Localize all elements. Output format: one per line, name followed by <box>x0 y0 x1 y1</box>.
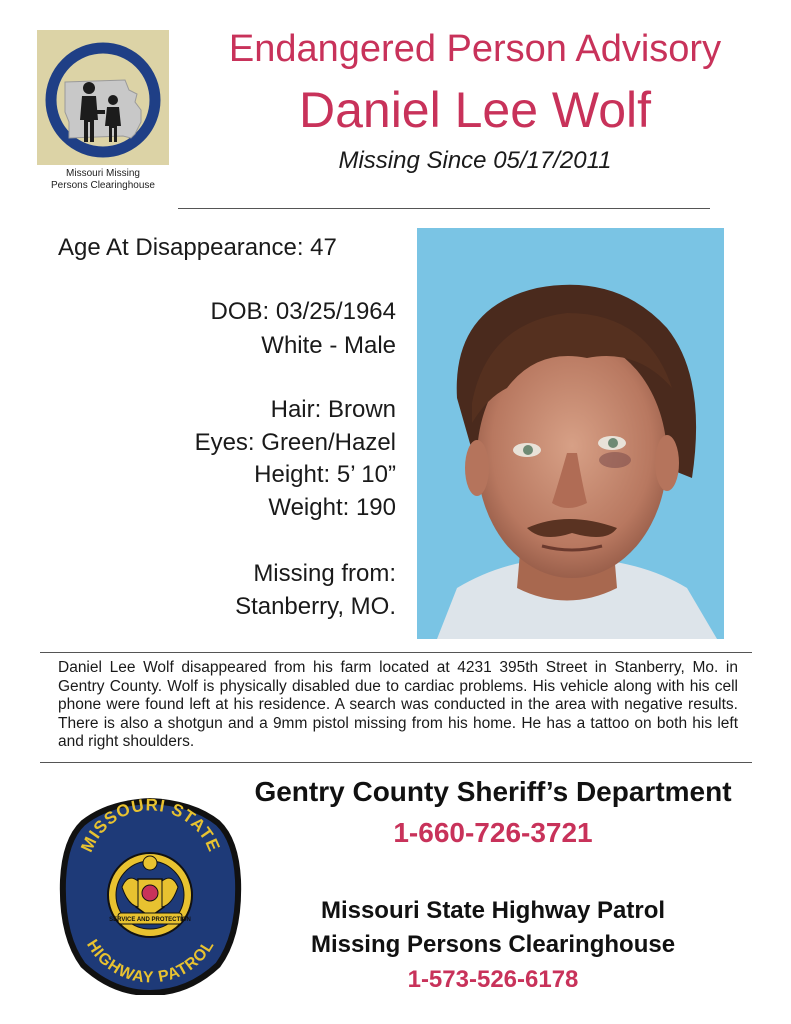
description-divider-bottom <box>40 762 752 763</box>
logo-caption-line2: Persons Clearinghouse <box>51 180 155 191</box>
race-sex: White - Male <box>261 332 396 359</box>
clearinghouse-logo <box>37 30 169 165</box>
badge-ribbon-text: SERVICE AND PROTECTION <box>109 917 191 923</box>
height: Height: 5’ 10” <box>254 461 396 488</box>
advisory-title: Endangered Person Advisory <box>228 28 722 70</box>
sheriff-phone-number[interactable]: 1-660-726-3721 <box>393 817 593 848</box>
clearinghouse-phone-number[interactable]: 1-573-526-6178 <box>407 966 579 993</box>
highway-patrol-name: Missouri State Highway Patrol <box>320 897 666 924</box>
missing-since: Missing Since 05/17/2011 <box>338 147 612 174</box>
person-name: Daniel Lee Wolf <box>298 82 652 138</box>
highway-patrol-badge-icon <box>58 795 243 995</box>
clearinghouse-logo-graphic <box>37 30 169 165</box>
missing-from-label: Missing from: <box>253 560 396 587</box>
weight: Weight: 190 <box>268 494 396 521</box>
header-divider <box>178 208 710 209</box>
eye-color: Eyes: Green/Hazel <box>194 429 396 456</box>
dob: DOB: 03/25/1964 <box>210 298 396 325</box>
person-photo <box>417 228 724 639</box>
logo-caption <box>38 168 168 192</box>
person-portrait-image <box>417 228 724 639</box>
age-at-disappearance: Age At Disappearance: 47 <box>58 234 337 261</box>
badge-top-text: MISSOURI STATE <box>77 795 224 855</box>
logo-caption-line1: Missouri Missing <box>66 168 140 179</box>
highway-patrol-badge <box>58 795 243 995</box>
badge-bottom-text: HIGHWAY PATROL <box>83 936 218 987</box>
clearinghouse-name: Missing Persons Clearinghouse <box>310 931 676 958</box>
sheriff-department-name: Gentry County Sheriff’s Department <box>254 776 732 807</box>
description-divider-top <box>40 652 752 653</box>
missing-from-location: Stanberry, MO. <box>235 593 396 620</box>
hair-color: Hair: Brown <box>270 396 396 423</box>
case-description: Daniel Lee Wolf disappeared from his farm located at 4231 395th Street in Stanberry, Mo. in Gentry County. Wolf is physically disabled due to cardiac problems. His vehicle along with his cell phone were found left at his residence. A search was conducted in the area with negative results. There is also a shotgun and a 9mm pistol missing from his home. He has a tattoo on both his left and right shoulders. <box>58 659 738 751</box>
